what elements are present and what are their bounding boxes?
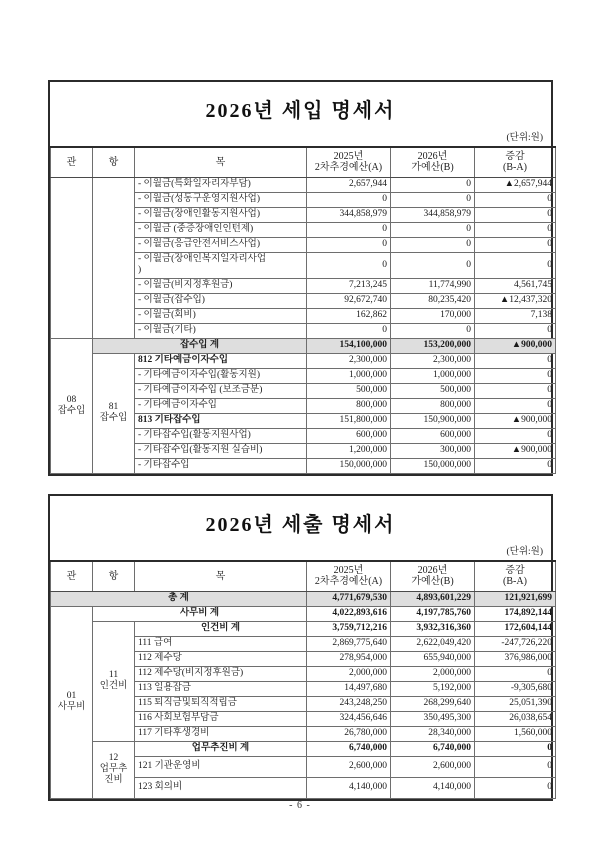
row-value-c: -9,305,680 bbox=[475, 681, 556, 696]
row-value-b: 0 bbox=[391, 323, 475, 338]
mok-item-label: - 이월금(특화일자리자부담) bbox=[135, 177, 307, 192]
header-col-c bbox=[475, 561, 556, 591]
hang-subtotal-label: 인건비 계 bbox=[135, 621, 307, 636]
hang-name: 업무추진비 bbox=[99, 764, 128, 785]
mok-item-label: - 이월금(잡수입) bbox=[135, 293, 307, 308]
header-gwan: 관 bbox=[51, 147, 93, 177]
row-value-c: 0 bbox=[475, 383, 556, 398]
header-col-b-line1: 2026년 bbox=[417, 564, 448, 576]
row-value-b: 150,000,000 bbox=[391, 458, 475, 473]
row-value-b: 300,000 bbox=[391, 443, 475, 458]
expenditure-body bbox=[51, 591, 556, 798]
expenditure-table bbox=[50, 560, 556, 799]
revenue-header-row bbox=[51, 147, 556, 177]
hang-group-cell bbox=[93, 741, 135, 798]
grand-total-label: 총 계 bbox=[51, 591, 307, 606]
hang-group-cell bbox=[93, 621, 135, 741]
grand-total-value-b: 4,893,601,229 bbox=[391, 591, 475, 606]
row-value-c: 1,560,000 bbox=[475, 726, 556, 741]
gwan-name: 사무비 bbox=[57, 702, 86, 712]
header-mok: 목 bbox=[135, 147, 307, 177]
mok-item-label: - 이월금 (중증장애인인턴제) bbox=[135, 222, 307, 237]
header-col-a bbox=[307, 147, 391, 177]
row-value-c: 0 bbox=[475, 777, 556, 798]
header-col-b bbox=[391, 561, 475, 591]
row-value-b: 2,300,000 bbox=[391, 353, 475, 368]
row-value-c: 0 bbox=[475, 222, 556, 237]
gwan-total-value-b: 4,197,785,760 bbox=[391, 606, 475, 621]
gwan-total-label: 사무비 계 bbox=[93, 606, 307, 621]
mok-item-label: - 기타잡수입(활동지원 실습비) bbox=[135, 443, 307, 458]
hang-subtotal-value-b: 3,932,316,360 bbox=[391, 621, 475, 636]
row-value-c: 0 bbox=[475, 323, 556, 338]
mok-item-label: - 이월금(비지정후원금) bbox=[135, 278, 307, 293]
row-value-c: 0 bbox=[475, 428, 556, 443]
revenue-unit-note: (단위:원) bbox=[506, 133, 543, 143]
mok-code-label: 812 기타예금이자수입 bbox=[135, 353, 307, 368]
row-value-b: 80,235,420 bbox=[391, 293, 475, 308]
header-col-b-line2: 가예산(B) bbox=[411, 576, 454, 588]
subtotal-value-b: 153,200,000 bbox=[391, 338, 475, 353]
row-value-b: 655,940,000 bbox=[391, 651, 475, 666]
mok-item-label: - 이월금(장애인활동지원사업) bbox=[135, 207, 307, 222]
row-value-b: 0 bbox=[391, 177, 475, 192]
gwan-total-value-c: 174,892,144 bbox=[475, 606, 556, 621]
revenue-frame bbox=[48, 80, 553, 476]
expenditure-title: 2026년 세출 명세서 bbox=[205, 514, 396, 536]
row-value-b: 2,600,000 bbox=[391, 756, 475, 777]
row-value-a: 0 bbox=[307, 252, 391, 278]
expenditure-statement-block bbox=[48, 494, 553, 801]
row-value-a: 150,000,000 bbox=[307, 458, 391, 473]
row-value-b: 2,000,000 bbox=[391, 666, 475, 681]
row-value-b: 150,900,000 bbox=[391, 413, 475, 428]
row-value-a: 278,954,000 bbox=[307, 651, 391, 666]
row-value-a: 26,780,000 bbox=[307, 726, 391, 741]
row-value-a: 344,858,979 bbox=[307, 207, 391, 222]
row-value-a: 7,213,245 bbox=[307, 278, 391, 293]
mok-code-label: 813 기타잡수입 bbox=[135, 413, 307, 428]
row-value-a: 2,600,000 bbox=[307, 756, 391, 777]
row-value-a: 0 bbox=[307, 237, 391, 252]
gwan-total-value-a: 4,022,893,616 bbox=[307, 606, 391, 621]
row-value-b: 2,622,049,420 bbox=[391, 636, 475, 651]
row-value-a: 162,862 bbox=[307, 308, 391, 323]
mok-item-label: - 이월금(응급안전서비스사업) bbox=[135, 237, 307, 252]
row-value-a: 500,000 bbox=[307, 383, 391, 398]
row-value-a: 0 bbox=[307, 222, 391, 237]
row-value-c: 0 bbox=[475, 252, 556, 278]
mok-item-label: 111 급여 bbox=[135, 636, 307, 651]
header-gwan: 관 bbox=[51, 561, 93, 591]
row-value-c: 26,038,654 bbox=[475, 711, 556, 726]
row-value-b: 268,299,640 bbox=[391, 696, 475, 711]
mok-item-label: 121 기관운영비 bbox=[135, 756, 307, 777]
row-value-a: 4,140,000 bbox=[307, 777, 391, 798]
mok-item-label: - 이월금(성동구운영지원사업) bbox=[135, 192, 307, 207]
row-value-a: 2,000,000 bbox=[307, 666, 391, 681]
header-col-a-line2: 2차추경예산(A) bbox=[314, 576, 383, 588]
header-col-b-line1: 2026년 bbox=[417, 150, 448, 162]
gwan-empty-cell bbox=[51, 177, 93, 338]
row-value-c: 0 bbox=[475, 756, 556, 777]
revenue-body bbox=[51, 177, 556, 473]
row-value-b: 11,774,990 bbox=[391, 278, 475, 293]
expenditure-header-row bbox=[51, 561, 556, 591]
row-value-a: 0 bbox=[307, 192, 391, 207]
row-value-a: 2,657,944 bbox=[307, 177, 391, 192]
mok-item-label: - 기타예금이자수입 bbox=[135, 398, 307, 413]
expenditure-unit-note: (단위:원) bbox=[506, 547, 543, 557]
header-col-c-line2: (B-A) bbox=[503, 162, 527, 174]
row-value-c: 376,986,000 bbox=[475, 651, 556, 666]
revenue-title-area bbox=[50, 82, 551, 129]
header-col-a-line1: 2025년 bbox=[333, 564, 364, 576]
header-col-a bbox=[307, 561, 391, 591]
row-value-c: 0 bbox=[475, 368, 556, 383]
mok-item-label: - 기타잡수입 bbox=[135, 458, 307, 473]
row-value-c: 0 bbox=[475, 237, 556, 252]
row-value-a: 2,300,000 bbox=[307, 353, 391, 368]
row-value-c: ▲2,657,944 bbox=[475, 177, 556, 192]
mok-item-label: - 기타예금이자수입 (보조금분) bbox=[135, 383, 307, 398]
hang-subtotal-value-c: 0 bbox=[475, 741, 556, 756]
row-value-b: 344,858,979 bbox=[391, 207, 475, 222]
row-value-c: 4,561,745 bbox=[475, 278, 556, 293]
header-hang: 항 bbox=[93, 561, 135, 591]
header-col-a-line1: 2025년 bbox=[333, 150, 364, 162]
grand-total-value-c: 121,921,699 bbox=[475, 591, 556, 606]
row-value-c: 0 bbox=[475, 353, 556, 368]
header-col-b bbox=[391, 147, 475, 177]
hang-empty-cell bbox=[93, 177, 135, 338]
mok-item-label: 116 사회보험부담금 bbox=[135, 711, 307, 726]
row-value-a: 324,456,646 bbox=[307, 711, 391, 726]
row-value-a: 243,248,250 bbox=[307, 696, 391, 711]
subtotal-value-a: 154,100,000 bbox=[307, 338, 391, 353]
mok-item-label: - 이월금(기타) bbox=[135, 323, 307, 338]
hang-group-cell bbox=[93, 353, 135, 473]
mok-item-label: 112 제수당 bbox=[135, 651, 307, 666]
subtotal-value-c: ▲900,000 bbox=[475, 338, 556, 353]
row-value-c: 7,138 bbox=[475, 308, 556, 323]
row-value-a: 1,000,000 bbox=[307, 368, 391, 383]
mok-item-label: - 이월금(장애인복지일자리사업 ) bbox=[135, 252, 307, 278]
row-value-c: -247,726,220 bbox=[475, 636, 556, 651]
hang-subtotal-label: 잡수입 계 bbox=[93, 338, 307, 353]
gwan-group-cell bbox=[51, 338, 93, 473]
row-value-c: ▲900,000 bbox=[475, 413, 556, 428]
row-value-b: 0 bbox=[391, 237, 475, 252]
row-value-a: 2,869,775,640 bbox=[307, 636, 391, 651]
row-value-a: 92,672,740 bbox=[307, 293, 391, 308]
row-value-a: 1,200,000 bbox=[307, 443, 391, 458]
hang-subtotal-value-a: 3,759,712,216 bbox=[307, 621, 391, 636]
hang-subtotal-label: 업무추진비 계 bbox=[135, 741, 307, 756]
row-value-b: 600,000 bbox=[391, 428, 475, 443]
row-value-c: ▲900,000 bbox=[475, 443, 556, 458]
table-row bbox=[51, 177, 556, 192]
row-value-b: 800,000 bbox=[391, 398, 475, 413]
header-col-c-line1: 증감 bbox=[505, 564, 525, 576]
row-value-b: 500,000 bbox=[391, 383, 475, 398]
table-row bbox=[51, 606, 556, 621]
hang-name: 잡수입 bbox=[99, 413, 128, 423]
row-value-b: 5,192,000 bbox=[391, 681, 475, 696]
row-value-c: 0 bbox=[475, 192, 556, 207]
hang-code: 81 bbox=[108, 402, 119, 413]
header-col-c-line1: 증감 bbox=[505, 150, 525, 162]
row-value-a: 0 bbox=[307, 323, 391, 338]
row-value-b: 170,000 bbox=[391, 308, 475, 323]
header-col-c-line2: (B-A) bbox=[503, 576, 527, 588]
hang-subtotal-value-b: 6,740,000 bbox=[391, 741, 475, 756]
header-col-a-line2: 2차추경예산(A) bbox=[314, 162, 383, 174]
table-row bbox=[51, 621, 556, 636]
table-row bbox=[51, 741, 556, 756]
mok-item-label: 112 제수당(비지정후원금) bbox=[135, 666, 307, 681]
header-col-c bbox=[475, 147, 556, 177]
hang-subtotal-value-c: 172,604,144 bbox=[475, 621, 556, 636]
row-value-a: 800,000 bbox=[307, 398, 391, 413]
row-value-b: 0 bbox=[391, 192, 475, 207]
row-value-b: 0 bbox=[391, 222, 475, 237]
grand-total-value-a: 4,771,679,530 bbox=[307, 591, 391, 606]
row-value-a: 151,800,000 bbox=[307, 413, 391, 428]
row-value-c: ▲12,437,320 bbox=[475, 293, 556, 308]
gwan-code: 01 bbox=[66, 691, 77, 702]
gwan-code: 08 bbox=[66, 394, 77, 405]
revenue-table bbox=[50, 146, 556, 474]
table-row bbox=[51, 591, 556, 606]
hang-name: 인건비 bbox=[99, 681, 128, 691]
row-value-a: 14,497,680 bbox=[307, 681, 391, 696]
row-value-b: 350,495,300 bbox=[391, 711, 475, 726]
row-value-c: 0 bbox=[475, 458, 556, 473]
row-value-b: 0 bbox=[391, 252, 475, 278]
revenue-title: 2026년 세입 명세서 bbox=[205, 100, 396, 122]
expenditure-frame bbox=[48, 494, 553, 801]
hang-code: 12 bbox=[108, 753, 119, 764]
revenue-statement-block bbox=[48, 80, 553, 476]
row-value-c: 0 bbox=[475, 666, 556, 681]
header-hang: 항 bbox=[93, 147, 135, 177]
mok-item-label: - 기타예금이자수입(활동지원) bbox=[135, 368, 307, 383]
mok-item-label: 123 회의비 bbox=[135, 777, 307, 798]
hang-subtotal-value-a: 6,740,000 bbox=[307, 741, 391, 756]
row-value-c: 0 bbox=[475, 398, 556, 413]
gwan-group-cell bbox=[51, 606, 93, 798]
hang-code: 11 bbox=[108, 670, 119, 681]
gwan-name: 잡수입 bbox=[57, 405, 86, 416]
mok-item-label: 117 기타후생경비 bbox=[135, 726, 307, 741]
row-value-b: 4,140,000 bbox=[391, 777, 475, 798]
row-value-b: 1,000,000 bbox=[391, 368, 475, 383]
table-row bbox=[51, 353, 556, 368]
mok-item-label: 113 일용잡금 bbox=[135, 681, 307, 696]
mok-item-label: - 기타잡수입(활동지원사업) bbox=[135, 428, 307, 443]
header-mok: 목 bbox=[135, 561, 307, 591]
mok-item-label: 115 퇴직금및퇴직적립금 bbox=[135, 696, 307, 711]
row-value-b: 28,340,000 bbox=[391, 726, 475, 741]
header-col-b-line2: 가예산(B) bbox=[411, 162, 454, 174]
row-value-c: 0 bbox=[475, 207, 556, 222]
mok-item-label: - 이월금(회비) bbox=[135, 308, 307, 323]
row-value-a: 600,000 bbox=[307, 428, 391, 443]
table-row bbox=[51, 338, 556, 353]
page-number: - 6 - bbox=[289, 800, 311, 811]
expenditure-title-area bbox=[50, 496, 551, 543]
row-value-c: 25,051,390 bbox=[475, 696, 556, 711]
